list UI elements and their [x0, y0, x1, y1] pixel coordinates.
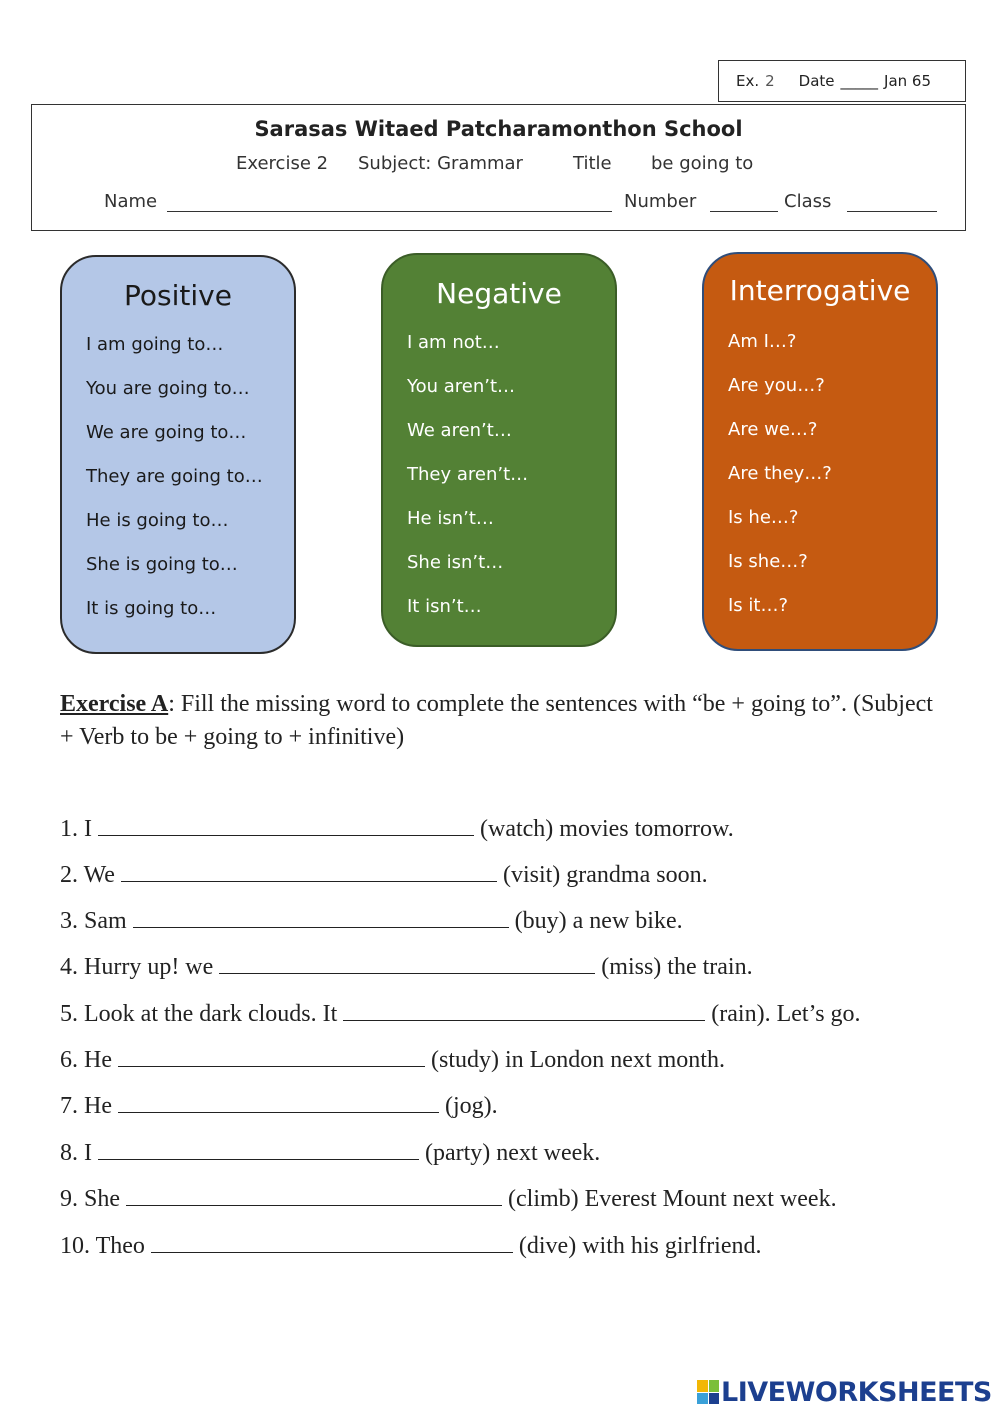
title-label: Title: [573, 153, 612, 174]
question-2: [60, 861, 708, 889]
number-label: Number: [624, 191, 697, 212]
positive-item: I am going to…: [86, 334, 224, 355]
interrogative-title: Interrogative: [729, 274, 911, 307]
class-label: Class: [784, 191, 832, 212]
answer-blank[interactable]: [121, 861, 497, 882]
interrogative-item: Am I…?: [728, 331, 797, 352]
title-value: be going to: [651, 153, 754, 174]
question-suffix: (jog).: [444, 1093, 498, 1119]
question-prefix: 5. Look at the dark clouds. It: [60, 1001, 338, 1027]
exercise-label: Exercise A: [60, 691, 169, 717]
interrogative-item: Is it…?: [728, 595, 789, 616]
interrogative-card: [702, 252, 938, 651]
ex-number: 2: [765, 72, 775, 90]
question-prefix: 6. He: [60, 1047, 112, 1073]
question-6: [60, 1046, 725, 1074]
header-box: [31, 104, 966, 231]
question-suffix: (miss) the train.: [601, 954, 753, 980]
instruction-text: : Fill the missing word to complete the sentences with “be + going to”. (Subject + Verb to be + going to + infinitive): [60, 691, 933, 750]
ex-label: Ex.: [736, 72, 760, 90]
negative-item: I am not…: [407, 332, 500, 353]
question-suffix: (buy) a new bike.: [514, 908, 683, 934]
question-9: [60, 1185, 837, 1213]
question-prefix: 4. Hurry up! we: [60, 954, 214, 980]
question-prefix: 2. We: [60, 862, 115, 888]
negative-item: She isn’t…: [407, 552, 504, 573]
date-box: [718, 60, 966, 102]
exercise-instructions: [60, 688, 940, 754]
positive-title: Positive: [124, 279, 232, 312]
class-field[interactable]: [847, 197, 937, 212]
number-field[interactable]: [710, 197, 778, 212]
question-suffix: (watch) movies tomorrow.: [480, 816, 734, 842]
negative-item: He isn’t…: [407, 508, 494, 529]
question-suffix: (party) next week.: [425, 1140, 601, 1166]
interrogative-item: Are you…?: [728, 375, 825, 396]
liveworksheets-logo: [697, 1377, 992, 1407]
name-label: Name: [104, 191, 158, 212]
question-suffix: (visit) grandma soon.: [502, 862, 708, 888]
answer-blank[interactable]: [126, 1185, 502, 1206]
date-value: Jan 65: [884, 72, 932, 90]
logo-text: LIVEWORKSHEETS: [721, 1376, 992, 1408]
school-name: Sarasas Witaed Patcharamonthon School: [254, 117, 743, 141]
subject: Subject: Grammar: [358, 153, 523, 174]
question-suffix: (climb) Everest Mount next week.: [508, 1186, 837, 1212]
answer-blank[interactable]: [118, 1092, 439, 1113]
question-prefix: 3. Sam: [60, 908, 127, 934]
interrogative-item: Is he…?: [728, 507, 799, 528]
negative-card: [381, 253, 617, 647]
question-4: [60, 953, 753, 981]
question-5: [60, 1000, 861, 1028]
question-8: [60, 1139, 600, 1167]
answer-blank[interactable]: [133, 907, 509, 928]
name-field[interactable]: [167, 197, 612, 212]
question-suffix: (study) in London next month.: [430, 1047, 725, 1073]
question-suffix: (dive) with his girlfriend.: [518, 1233, 762, 1259]
question-prefix: 7. He: [60, 1093, 112, 1119]
answer-blank[interactable]: [98, 815, 474, 836]
exercise-number: Exercise 2: [236, 153, 329, 174]
answer-blank[interactable]: [151, 1232, 513, 1253]
question-1: [60, 815, 734, 843]
positive-item: You are going to…: [86, 378, 250, 399]
question-prefix: 10. Theo: [60, 1233, 145, 1259]
question-prefix: 9. She: [60, 1186, 120, 1212]
interrogative-item: Are we…?: [728, 419, 818, 440]
logo-mark-icon: [697, 1380, 719, 1404]
positive-item: It is going to…: [86, 598, 217, 619]
question-10: [60, 1232, 762, 1260]
positive-card: [60, 255, 296, 654]
negative-item: It isn’t…: [407, 596, 482, 617]
question-prefix: 8. I: [60, 1140, 92, 1166]
negative-item: They aren’t…: [407, 464, 529, 485]
positive-item: They are going to…: [86, 466, 263, 487]
date-blank: _____: [840, 72, 879, 90]
answer-blank[interactable]: [343, 1000, 705, 1021]
question-prefix: 1. I: [60, 816, 92, 842]
question-3: [60, 907, 683, 935]
negative-item: You aren’t…: [407, 376, 516, 397]
positive-item: She is going to…: [86, 554, 238, 575]
interrogative-item: Is she…?: [728, 551, 808, 572]
answer-blank[interactable]: [118, 1046, 425, 1067]
positive-item: He is going to…: [86, 510, 229, 531]
negative-title: Negative: [436, 277, 562, 310]
question-suffix: (rain). Let’s go.: [711, 1001, 861, 1027]
date-label: Date: [798, 72, 835, 90]
question-7: [60, 1092, 498, 1120]
interrogative-item: Are they…?: [728, 463, 832, 484]
negative-item: We aren’t…: [407, 420, 512, 441]
answer-blank[interactable]: [219, 953, 595, 974]
positive-item: We are going to…: [86, 422, 247, 443]
answer-blank[interactable]: [98, 1139, 419, 1160]
